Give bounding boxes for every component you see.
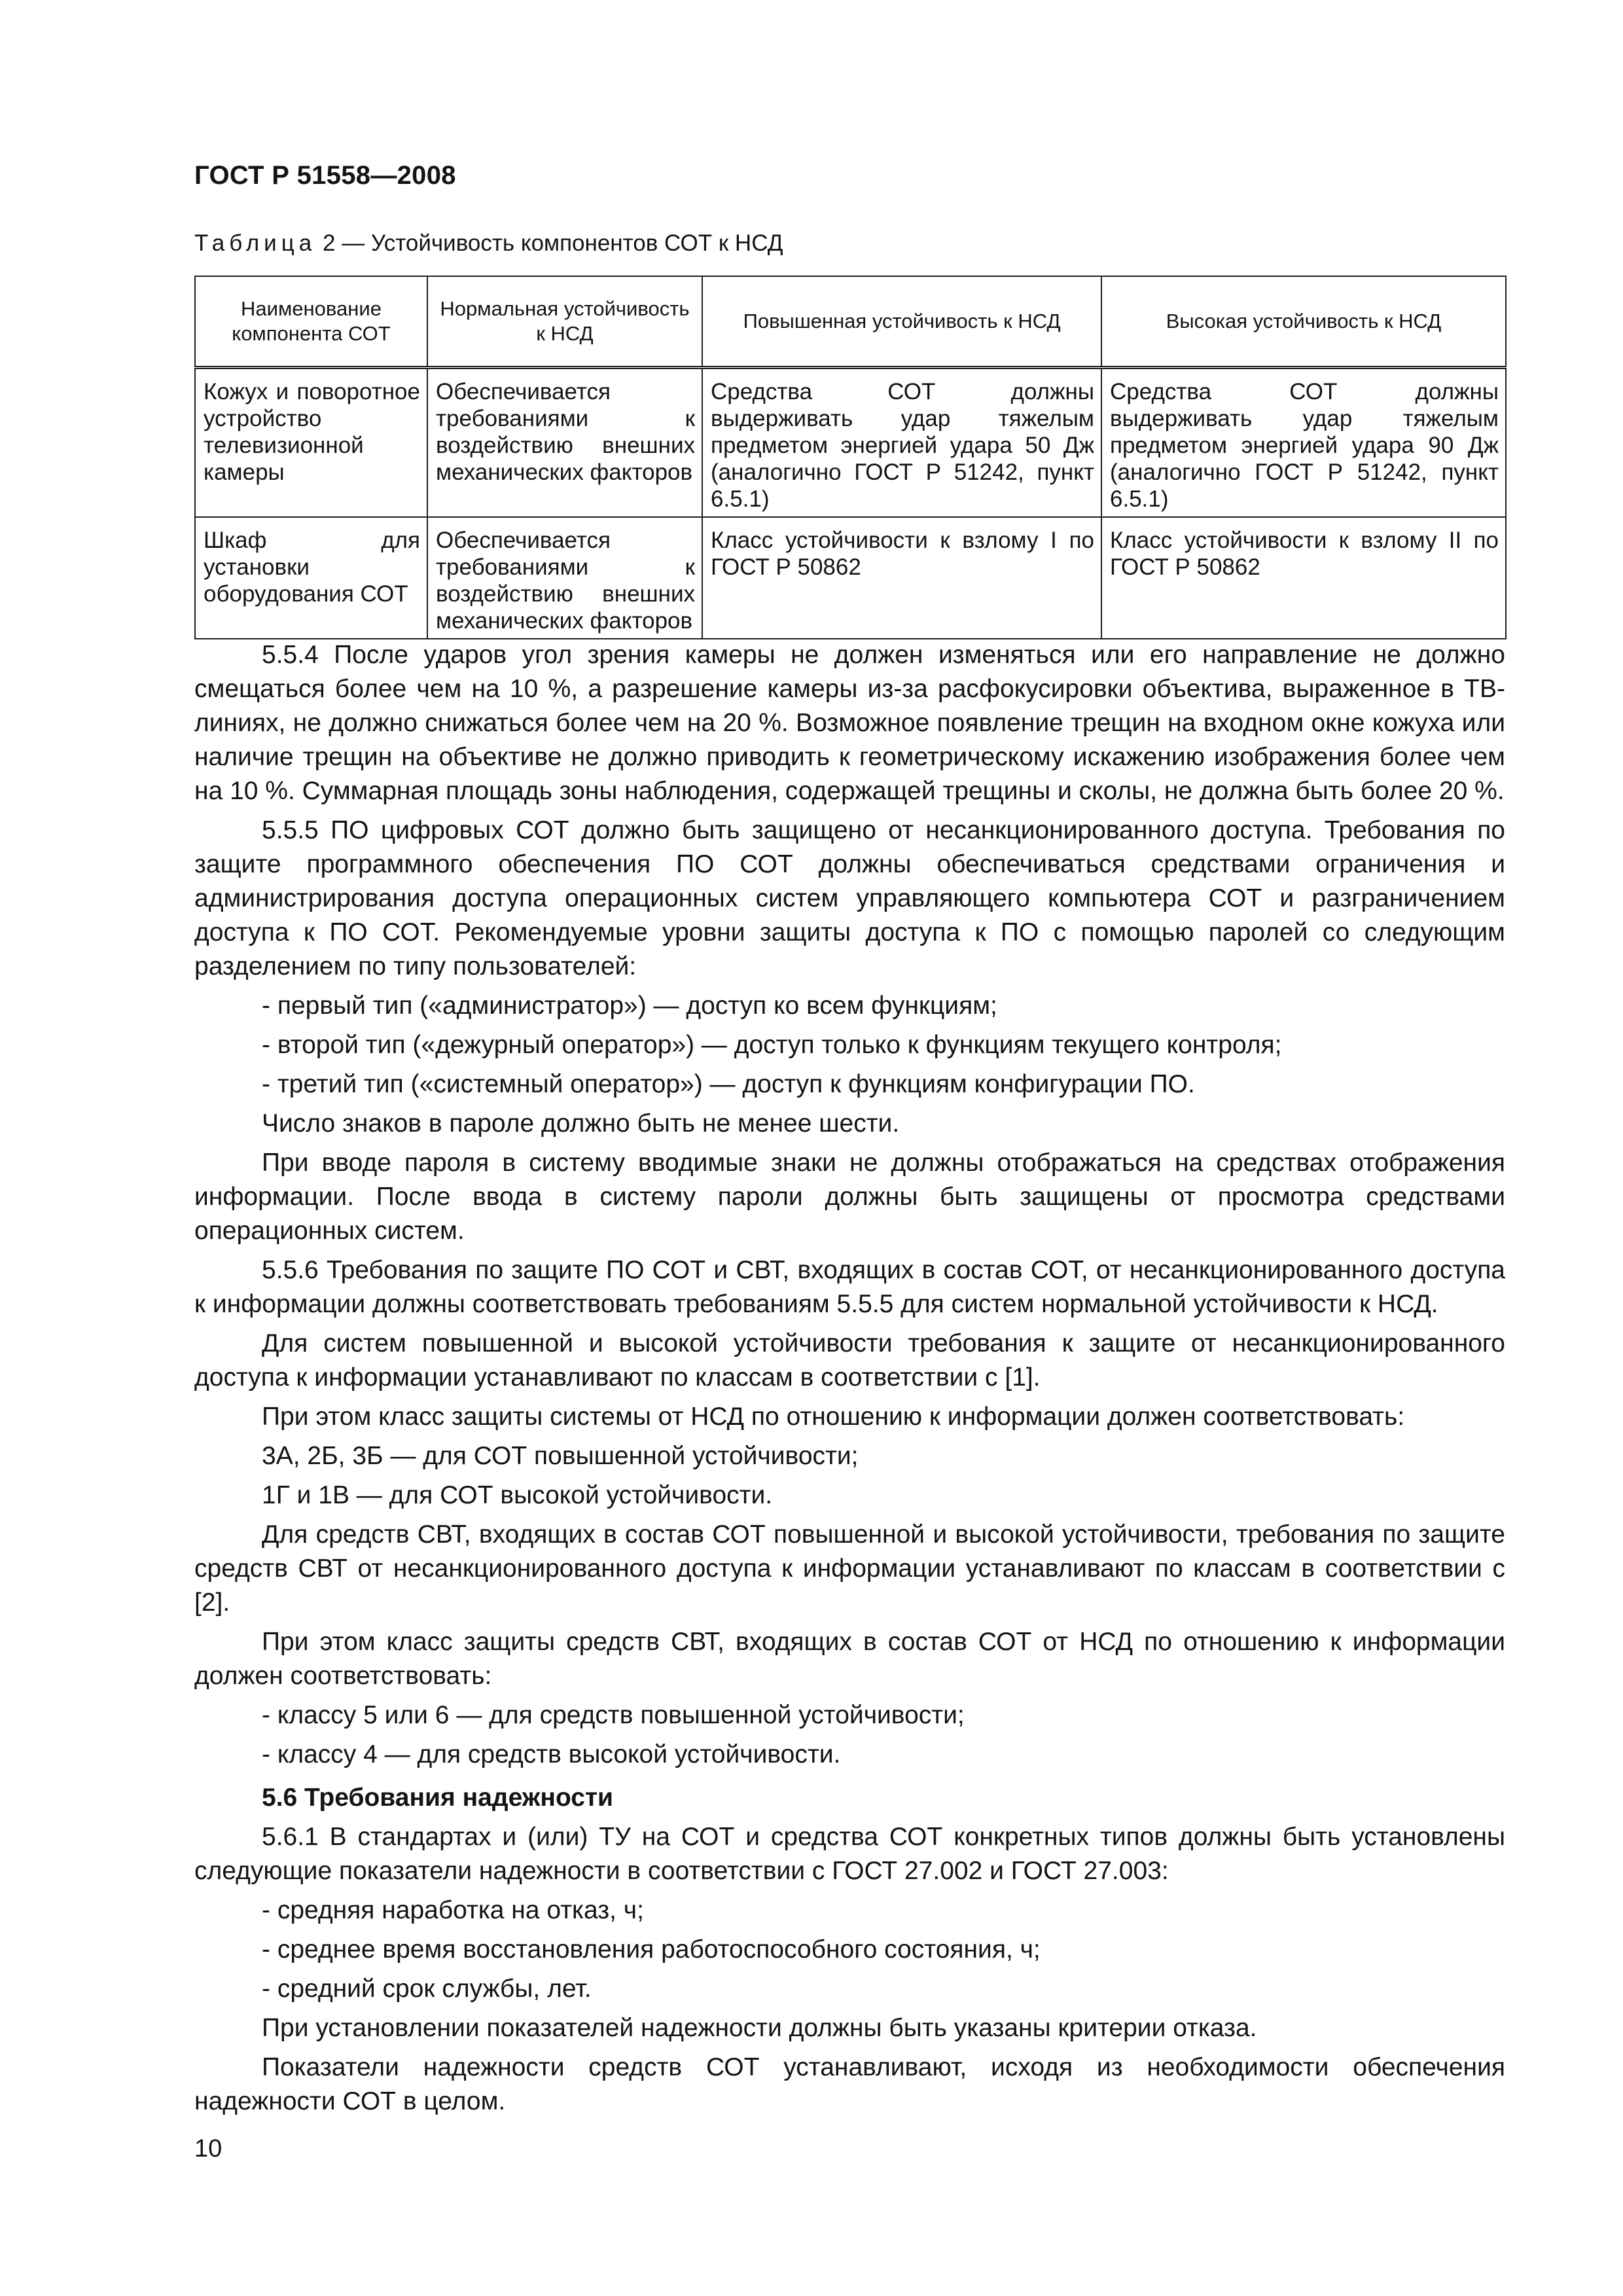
table-cell: Шкаф для установки оборудования СОТ: [195, 517, 427, 639]
stability-table: [194, 276, 1507, 639]
table-cell: Кожух и поворотное устройство телевизионной камеры: [195, 368, 427, 518]
column-header-normal: Нормальная устойчивость к НСД: [427, 276, 702, 368]
paragraph: 3А, 2Б, 3Б — для СОТ повышенной устойчивости;: [262, 1442, 859, 1470]
paragraph: При этом класс защиты системы от НСД по отношению к информации должен соответствовать:: [262, 1403, 1405, 1431]
page-number: 10: [194, 2135, 223, 2162]
list-item: - классу 4 — для средств высокой устойчивости.: [262, 1740, 841, 1768]
paragraph: Для средств СВТ, входящих в состав СОТ повышенной и высокой устойчивости, требования по защите средств СВТ от несанкционированного доступа к информации устанавливают по классам в соответствии с [2].: [194, 1520, 1505, 1617]
table-cell: Средства СОТ должны выдерживать удар тяжелым предметом энергией удара 50 Дж (аналогично ГОСТ Р 51242, пункт 6.5.1): [702, 368, 1101, 518]
paragraph: При вводе пароля в систему вводимые знаки не должны отображаться на средствах отображения информации. После ввода в систему пароли должны быть защищены от просмотра средствами операционных систем.: [194, 1149, 1505, 1245]
table-cell: Класс устойчивости к взлому II по ГОСТ Р 50862: [1101, 517, 1506, 639]
table-row: [195, 368, 1506, 518]
paragraph-5-5-6: 5.5.6 Требования по защите ПО СОТ и СВТ, входящих в состав СОТ, от несанкционированного доступа к информации должны соответствовать требованиям 5.5.5 для систем нормальной устойчивости к НСД.: [194, 1256, 1505, 1318]
list-item: - первый тип («администратор») — доступ ко всем функциям;: [262, 992, 997, 1020]
table-cell: Обеспечивается требованиями к воздействию внешних механических факторов: [427, 517, 702, 639]
column-header-component: Наименование компонента СОТ: [195, 276, 427, 368]
paragraph: Число знаков в пароле должно быть не менее шести.: [262, 1109, 900, 1138]
list-item: - классу 5 или 6 — для средств повышенной устойчивости;: [262, 1701, 965, 1729]
table-cell: Класс устойчивости к взлому I по ГОСТ Р 50862: [702, 517, 1101, 639]
list-item: - средняя наработка на отказ, ч;: [262, 1896, 644, 1924]
document-body: [194, 638, 1505, 2124]
table-caption: [194, 230, 783, 257]
list-item: - третий тип («системный оператор») — доступ к функциям конфигурации ПО.: [262, 1070, 1195, 1098]
paragraph-5-6-1: 5.6.1 В стандартах и (или) ТУ на СОТ и средства СОТ конкретных типов должны быть установлены следующие показатели надежности в соответствии с ГОСТ 27.002 и ГОСТ 27.003:: [194, 1823, 1505, 1885]
list-item: - среднее время восстановления работоспособного состояния, ч;: [262, 1935, 1041, 1964]
document-header: ГОСТ Р 51558—2008: [194, 161, 456, 190]
table-caption-title: 2 — Устойчивость компонентов СОТ к НСД: [316, 230, 783, 256]
table-cell: Обеспечивается требованиями к воздействию внешних механических факторов: [427, 368, 702, 518]
table-cell: Средства СОТ должны выдерживать удар тяжелым предметом энергией удара 90 Дж (аналогично ГОСТ Р 51242, пункт 6.5.1): [1101, 368, 1506, 518]
list-item: - средний срок службы, лет.: [262, 1975, 592, 2003]
column-header-increased: Повышенная устойчивость к НСД: [702, 276, 1101, 368]
paragraph: При установлении показателей надежности должны быть указаны критерии отказа.: [262, 2014, 1257, 2042]
table-header-row: [195, 276, 1506, 368]
paragraph-5-5-4: 5.5.4 После ударов угол зрения камеры не должен изменяться или его направление не должно смещаться более чем на 10 %, а разрешение камеры из-за расфокусировки объектива, выраженное в ТВ-линиях, не должно снижаться более чем на 20 %. Возможное появление трещин на входном окне кожуха или наличие трещин на объективе не должно приводить к геометрическому искажению изображения более чем на 10 %. Суммарная площадь зоны наблюдения, содержащей трещины и сколы, не должна быть более 20 %.: [194, 641, 1505, 805]
paragraph: Для систем повышенной и высокой устойчивости требования к защите от несанкционированного доступа к информации устанавливают по классам в соответствии с [1].: [194, 1329, 1505, 1391]
table-row: [195, 517, 1506, 639]
table-caption-prefix: Таблица: [194, 230, 317, 256]
section-heading-5-6: 5.6 Требования надежности: [262, 1784, 614, 1812]
paragraph: 1Г и 1В — для СОТ высокой устойчивости.: [262, 1481, 773, 1509]
paragraph: При этом класс защиты средств СВТ, входящих в состав СОТ от НСД по отношению к информации должен соответствовать:: [194, 1628, 1505, 1690]
paragraph: Показатели надежности средств СОТ устанавливают, исходя из необходимости обеспечения надежности СОТ в целом.: [194, 2053, 1505, 2115]
paragraph-5-5-5: 5.5.5 ПО цифровых СОТ должно быть защищено от несанкционированного доступа. Требования по защите программного обеспечения ПО СОТ должны обеспечиваться средствами ограничения и администрирования доступа операционных систем управляющего компьютера СОТ и разграничением доступа к ПО СОТ. Рекомендуемые уровни защиты доступа к ПО с помощью паролей со следующим разделением по типу пользователей:: [194, 816, 1505, 980]
list-item: - второй тип («дежурный оператор») — доступ только к функциям текущего контроля;: [262, 1031, 1282, 1059]
column-header-high: Высокая устойчивость к НСД: [1101, 276, 1506, 368]
